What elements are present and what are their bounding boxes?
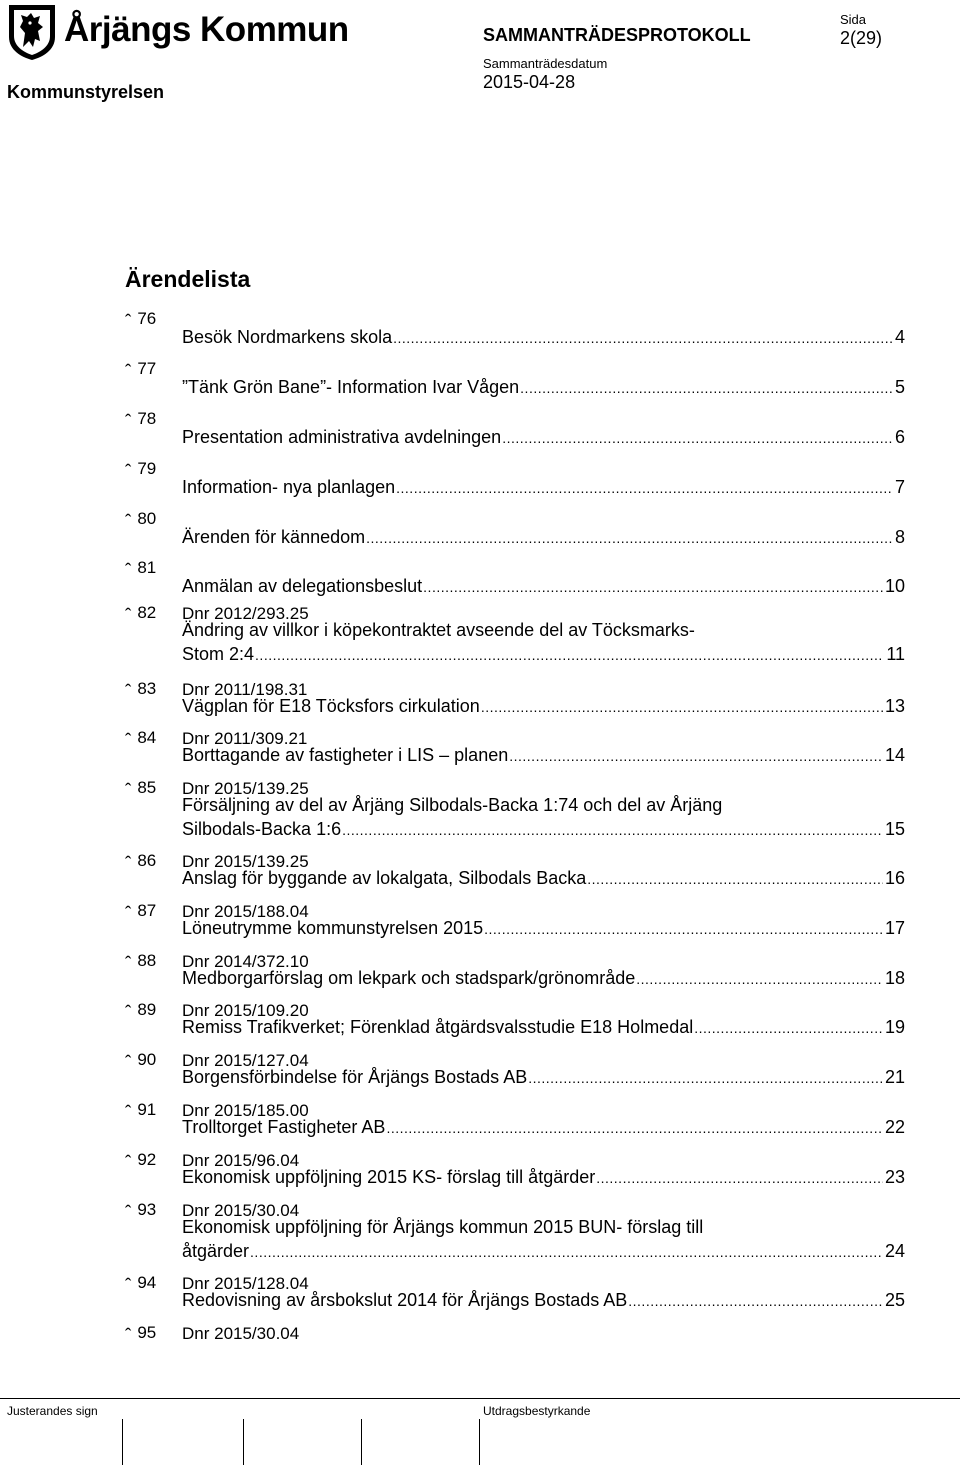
- dot-leader: [528, 1065, 883, 1090]
- signature-footer: [0, 1398, 960, 1467]
- paragraph-number-value: 83: [137, 679, 157, 698]
- agenda-item-page: 25: [884, 1290, 905, 1310]
- dot-leader: [366, 525, 893, 550]
- agenda-item-title: Borgensförbindelse för Årjängs Bostads AB: [182, 1067, 528, 1087]
- agenda-item-page: 11: [886, 644, 905, 664]
- paragraph-number: [125, 999, 157, 1024]
- coat-of-arms-logo: [7, 3, 57, 61]
- section-mark-icon: ˆ: [125, 1103, 132, 1124]
- agenda-item[interactable]: [182, 425, 905, 450]
- section-mark-icon: ˆ: [125, 904, 132, 925]
- section-mark-icon: ˆ: [125, 362, 132, 383]
- signature-box-divider: [361, 1419, 362, 1465]
- paragraph-number: [125, 727, 157, 752]
- diary-number: Dnr 2011/309.21: [182, 729, 308, 748]
- paragraph-number-value: 78: [137, 409, 157, 428]
- document-type: SAMMANTRÄDESPROTOKOLL: [483, 25, 751, 45]
- paragraph-number-value: 87: [137, 901, 157, 920]
- paragraph-number-value: 95: [137, 1323, 157, 1342]
- dot-leader: [587, 866, 883, 891]
- adjuster-sign-label: Justerandes sign: [7, 1404, 98, 1418]
- paragraph-number-value: 81: [137, 558, 157, 577]
- agenda-item-page: 18: [884, 968, 905, 988]
- agenda-item-title-line: Försäljning av del av Årjäng Silbodals-Backa 1:74 och del av Årjäng: [182, 795, 723, 815]
- paragraph-number-value: 89: [137, 1000, 157, 1019]
- dot-leader: [509, 743, 883, 768]
- paragraph-number: [125, 1199, 157, 1224]
- section-mark-icon: ˆ: [125, 954, 132, 975]
- section-mark-icon: ˆ: [125, 1276, 132, 1297]
- diary-number: Dnr 2012/293.25: [182, 604, 309, 623]
- agenda-item-page: 24: [884, 1241, 905, 1261]
- agenda-item[interactable]: [182, 1065, 905, 1090]
- agenda-item-page: 23: [884, 1167, 905, 1187]
- diary-number: Dnr 2011/198.31: [182, 680, 308, 699]
- agenda-item-title: Vägplan för E18 Töcksfors cirkulation: [182, 696, 480, 716]
- agenda-item[interactable]: [182, 793, 905, 842]
- dot-leader: [628, 1288, 883, 1313]
- meeting-date-label: Sammanträdesdatum: [483, 56, 608, 71]
- agenda-item[interactable]: [182, 1215, 905, 1264]
- agenda-item[interactable]: [182, 916, 905, 941]
- dot-leader: [342, 817, 883, 842]
- diary-number: Dnr 2015/109.20: [182, 1001, 309, 1020]
- dot-leader: [520, 375, 893, 400]
- section-mark-icon: ˆ: [125, 412, 132, 433]
- agenda-title: Ärendelista: [125, 266, 251, 292]
- paragraph-number: [125, 850, 157, 875]
- agenda-item[interactable]: [182, 1288, 905, 1313]
- agenda-item-page: 22: [884, 1117, 905, 1137]
- agenda-item-title: Stom 2:4: [182, 644, 255, 664]
- dot-leader: [386, 1115, 883, 1140]
- agenda-item[interactable]: [182, 574, 905, 599]
- agenda-item[interactable]: [182, 375, 905, 400]
- paragraph-number: [125, 557, 157, 582]
- agenda-item-page: 15: [884, 819, 905, 839]
- dot-leader: [255, 642, 884, 667]
- meeting-date: 2015-04-28: [483, 72, 576, 92]
- agenda-item-title: åtgärder: [182, 1241, 250, 1261]
- paragraph-number-value: 76: [137, 309, 157, 328]
- paragraph-number-value: 84: [137, 728, 157, 747]
- paragraph-number-value: 85: [137, 778, 157, 797]
- signature-box-divider: [243, 1419, 244, 1465]
- dot-leader: [396, 475, 893, 500]
- section-mark-icon: ˆ: [125, 1203, 132, 1224]
- agenda-item-page: 19: [884, 1017, 905, 1037]
- paragraph-number-value: 88: [137, 951, 157, 970]
- agenda-item-page: 17: [884, 918, 905, 938]
- agenda-item-title: ”Tänk Grön Bane”- Information Ivar Vågen: [182, 377, 520, 397]
- agenda-item-title-line: Ekonomisk uppföljning för Årjängs kommun 2015 BUN- förslag till: [182, 1217, 704, 1237]
- dot-leader: [636, 966, 883, 991]
- paragraph-number: [125, 408, 157, 433]
- section-mark-icon: ˆ: [125, 854, 132, 875]
- paragraph-number: [125, 358, 157, 383]
- paragraph-number: [125, 1099, 157, 1124]
- agenda-item[interactable]: [182, 525, 905, 550]
- section-mark-icon: ˆ: [125, 731, 132, 752]
- agenda-item-title: Anmälan av delegationsbeslut: [182, 576, 423, 596]
- paragraph-number-value: 93: [137, 1200, 157, 1219]
- agenda-item[interactable]: [182, 1165, 905, 1190]
- section-mark-icon: ˆ: [125, 1003, 132, 1024]
- paragraph-number-value: 90: [137, 1050, 157, 1069]
- agenda-item[interactable]: [182, 618, 905, 667]
- signature-box-divider: [479, 1419, 480, 1465]
- paragraph-number: [125, 308, 157, 333]
- dot-leader: [484, 916, 883, 941]
- agenda-item-page: 5: [894, 377, 905, 397]
- diary-number: Dnr 2015/139.25: [182, 779, 309, 798]
- paragraph-number: [125, 950, 157, 975]
- agenda-item-title: Information- nya planlagen: [182, 477, 396, 497]
- section-mark-icon: ˆ: [125, 561, 132, 582]
- paragraph-number: [125, 1322, 157, 1347]
- dot-leader: [481, 694, 883, 719]
- agenda-item-title: Löneutrymme kommunstyrelsen 2015: [182, 918, 484, 938]
- paragraph-number-value: 92: [137, 1150, 157, 1169]
- diary-number: Dnr 2015/139.25: [182, 852, 309, 871]
- section-mark-icon: ˆ: [125, 312, 132, 333]
- agenda-item[interactable]: [182, 743, 905, 768]
- paragraph-number-value: 80: [137, 509, 157, 528]
- section-mark-icon: ˆ: [125, 1053, 132, 1074]
- dot-leader: [694, 1015, 883, 1040]
- diary-number: Dnr 2015/188.04: [182, 902, 309, 921]
- agenda-item-title-line: Ändring av villkor i köpekontraktet avseende del av Töcksmarks-: [182, 620, 695, 640]
- agenda-item-page: 6: [894, 427, 905, 447]
- agenda-item-title: Besök Nordmarkens skola: [182, 327, 393, 347]
- paragraph-number-value: 82: [137, 603, 157, 622]
- agenda-item-title: Anslag för byggande av lokalgata, Silbodals Backa: [182, 868, 587, 888]
- agenda-item[interactable]: [182, 866, 905, 891]
- org-name: Årjängs Kommun: [64, 10, 349, 49]
- paragraph-number: [125, 508, 157, 533]
- agenda-item-page: 4: [894, 327, 905, 347]
- paragraph-number: [125, 900, 157, 925]
- agenda-item-title: Presentation administrativa avdelningen: [182, 427, 502, 447]
- section-mark-icon: ˆ: [125, 781, 132, 802]
- agenda-item-page: 16: [884, 868, 905, 888]
- diary-number: Dnr 2015/185.00: [182, 1101, 309, 1120]
- diary-number: Dnr 2015/30.04: [182, 1201, 300, 1220]
- paragraph-number: [125, 678, 157, 703]
- paragraph-number-value: 94: [137, 1273, 157, 1292]
- agenda-item-title: Redovisning av årsbokslut 2014 för Årjängs Bostads AB: [182, 1290, 628, 1310]
- signature-box-divider: [122, 1419, 123, 1465]
- agenda-item-title: Remiss Trafikverket; Förenklad åtgärdsvalsstudie E18 Holmedal: [182, 1017, 694, 1037]
- agenda-item-page: 10: [884, 576, 905, 596]
- agenda-item-page: 8: [894, 527, 905, 547]
- agenda-item[interactable]: [182, 1015, 905, 1040]
- agenda-item-page: 14: [884, 745, 905, 765]
- paragraph-number: [125, 777, 157, 802]
- agenda-item-title: Trolltorget Fastigheter AB: [182, 1117, 386, 1137]
- agenda-item-title: Ärenden för kännedom: [182, 527, 366, 547]
- agenda-item[interactable]: [182, 694, 905, 719]
- agenda-item[interactable]: [182, 1115, 905, 1140]
- agenda-item-title: Ekonomisk uppföljning 2015 KS- förslag till åtgärder: [182, 1167, 596, 1187]
- paragraph-number: [125, 1272, 157, 1297]
- dot-leader: [393, 325, 893, 350]
- agenda-item-title: Silbodals-Backa 1:6: [182, 819, 342, 839]
- agenda-item[interactable]: [182, 325, 905, 350]
- paragraph-number-value: 79: [137, 459, 157, 478]
- paragraph-number-value: 77: [137, 359, 157, 378]
- section-mark-icon: ˆ: [125, 682, 132, 703]
- dot-leader: [423, 574, 883, 599]
- page-number: 2(29): [840, 28, 883, 48]
- section-mark-icon: ˆ: [125, 512, 132, 533]
- diary-number: Dnr 2015/128.04: [182, 1274, 309, 1293]
- paragraph-number: [125, 602, 157, 627]
- board-name: Kommunstyrelsen: [7, 82, 165, 102]
- agenda-item[interactable]: [182, 966, 905, 991]
- dot-leader: [250, 1239, 883, 1264]
- section-mark-icon: ˆ: [125, 606, 132, 627]
- dot-leader: [596, 1165, 883, 1190]
- paragraph-number-value: 86: [137, 851, 157, 870]
- section-mark-icon: ˆ: [125, 462, 132, 483]
- paragraph-number: [125, 1149, 157, 1174]
- agenda-item-page: 21: [884, 1067, 905, 1087]
- section-mark-icon: ˆ: [125, 1153, 132, 1174]
- agenda-item-page: 13: [884, 696, 905, 716]
- agenda-item-page: 7: [894, 477, 905, 497]
- paragraph-number: [125, 458, 157, 483]
- agenda-item-title: Medborgarförslag om lekpark och stadspark/grönområde: [182, 968, 636, 988]
- diary-number: Dnr 2015/96.04: [182, 1151, 300, 1170]
- agenda-item-title: Borttagande av fastigheter i LIS – planen: [182, 745, 509, 765]
- diary-number: Dnr 2015/30.04: [182, 1324, 300, 1343]
- extract-label: Utdragsbestyrkande: [483, 1404, 591, 1418]
- diary-number: Dnr 2014/372.10: [182, 952, 309, 971]
- page-label: Sida: [840, 12, 867, 27]
- paragraph-number: [125, 1049, 157, 1074]
- section-mark-icon: ˆ: [125, 1326, 132, 1347]
- dot-leader: [502, 425, 893, 450]
- agenda-item[interactable]: [182, 475, 905, 500]
- diary-number: Dnr 2015/127.04: [182, 1051, 309, 1070]
- paragraph-number-value: 91: [137, 1100, 157, 1119]
